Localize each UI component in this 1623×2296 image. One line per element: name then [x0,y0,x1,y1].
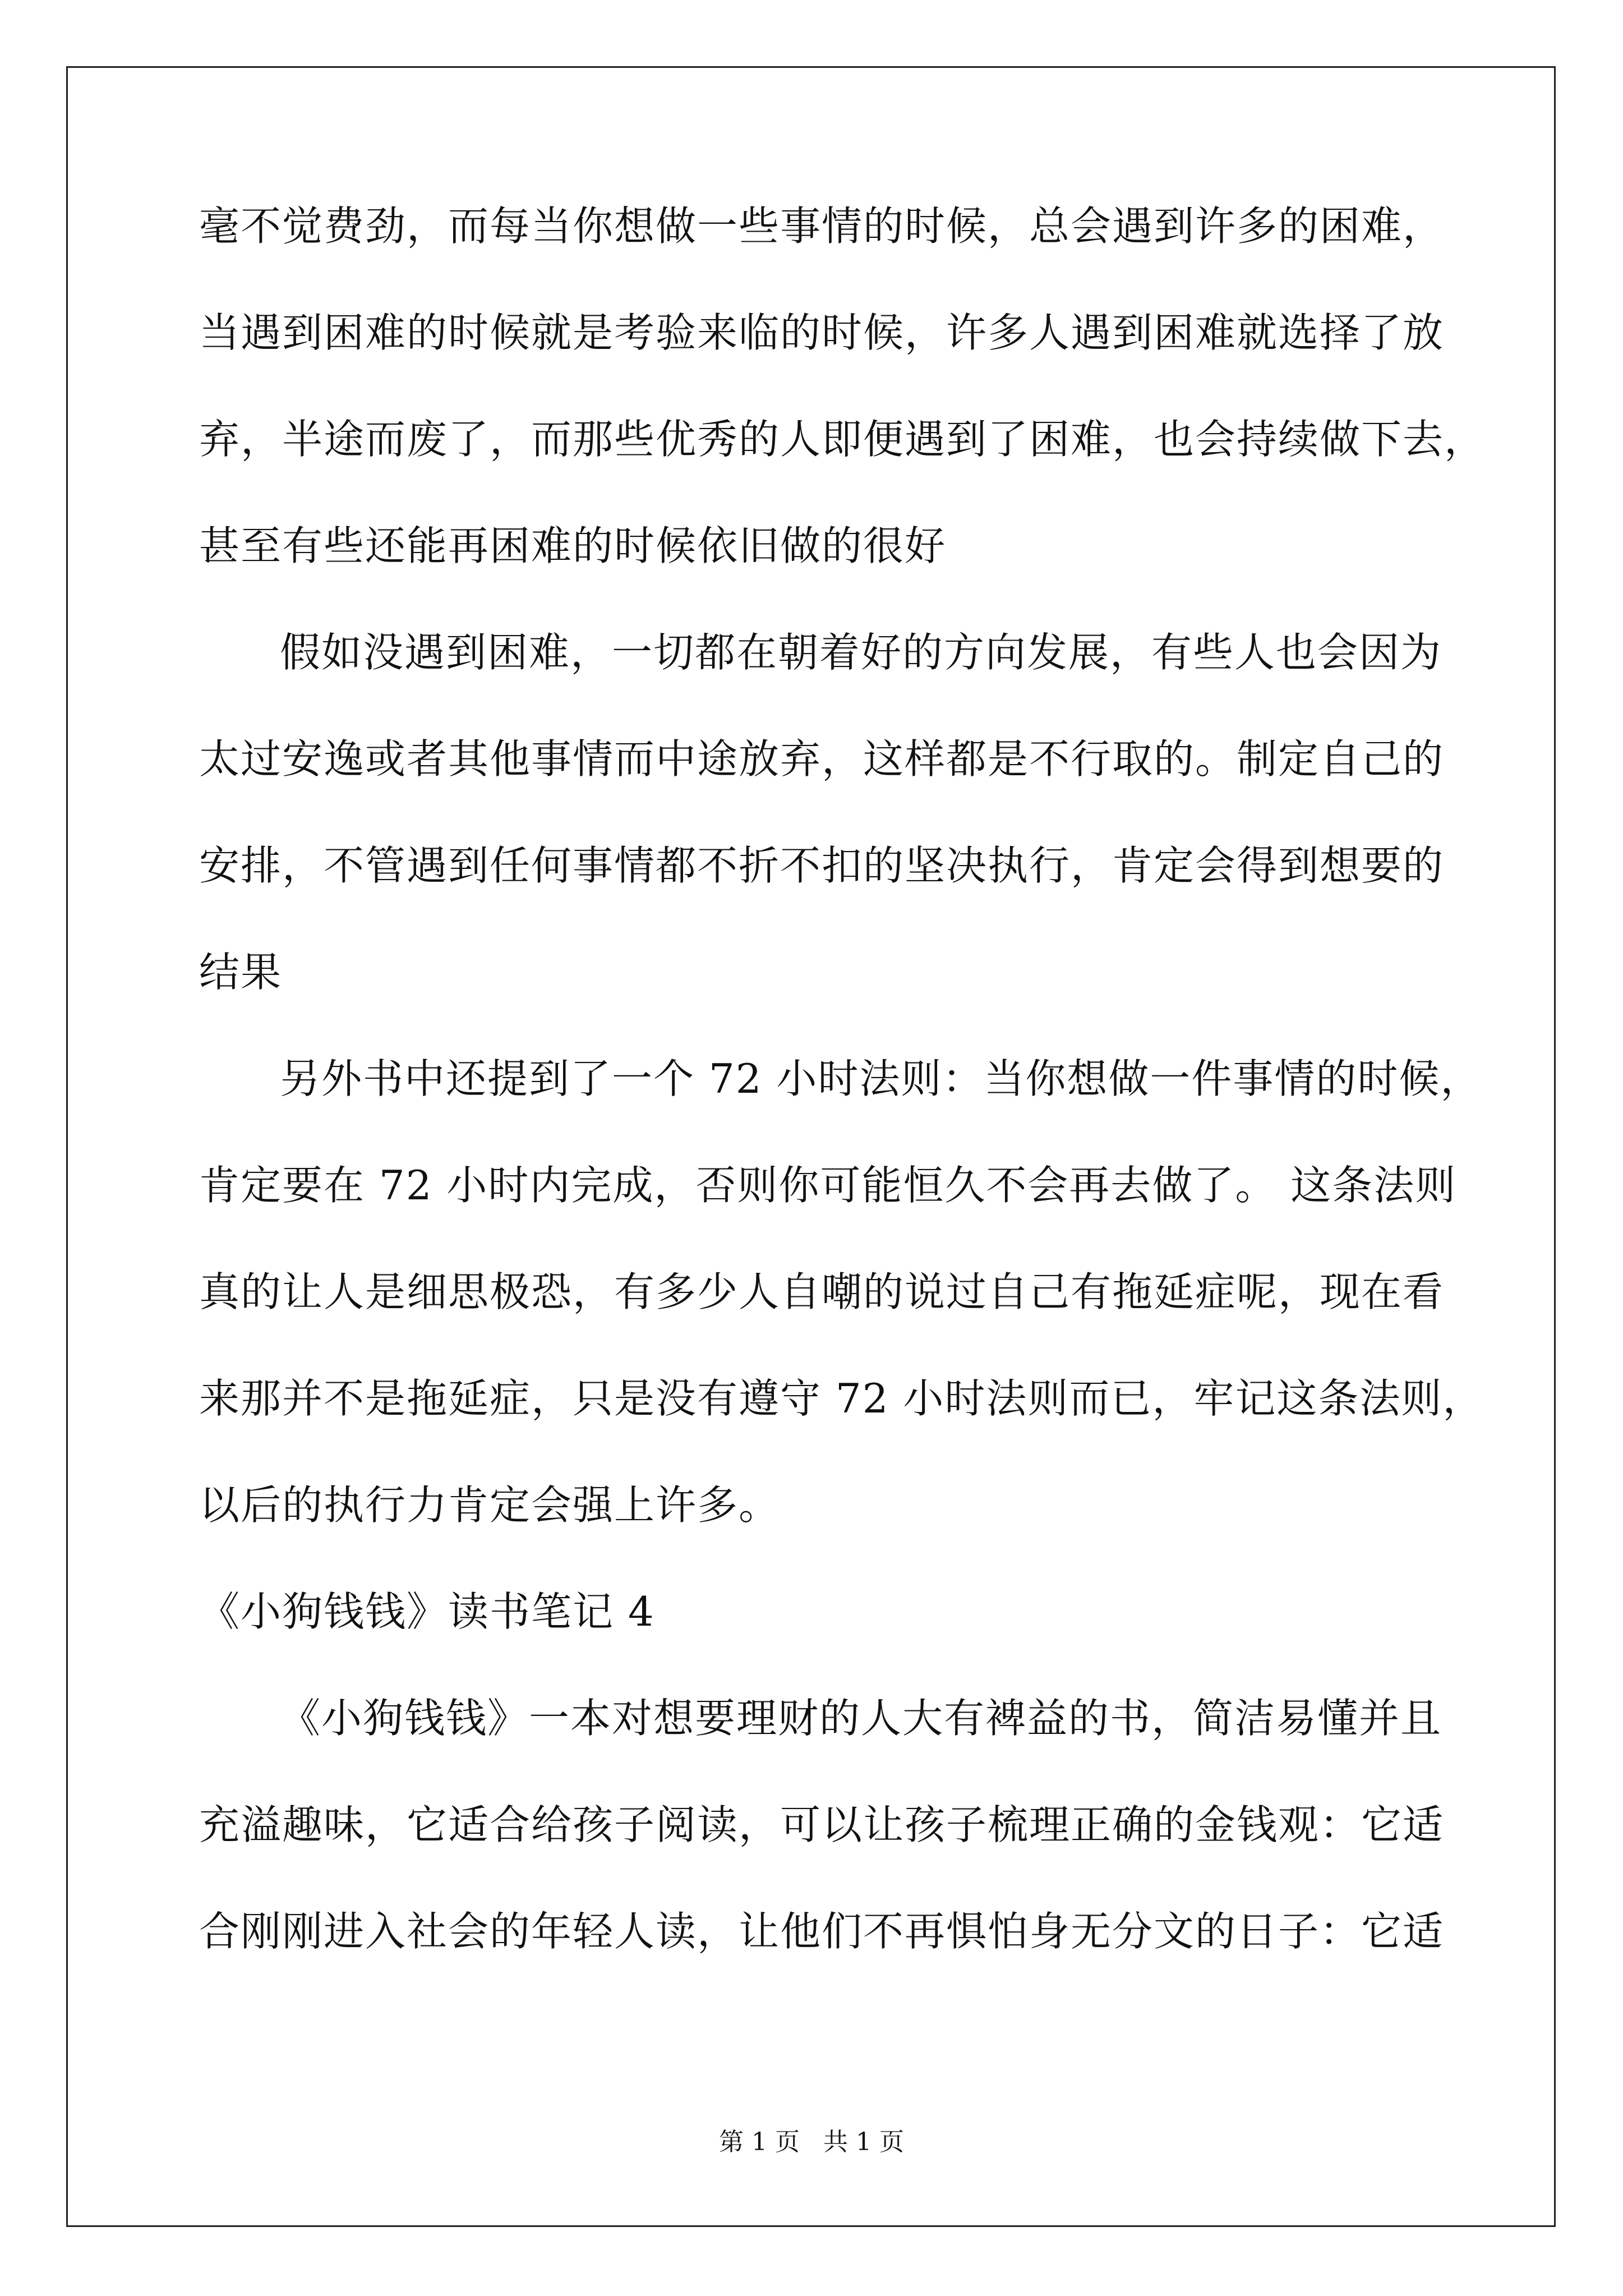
text-line-11: 真的让人是细思极恐，有多少人自嘲的说过自己有拖延症呢，现在看 [199,1268,1445,1315]
text-line-6: 太过安逸或者其他事情而中途放弃，这样都是不行取的。制定自己的 [199,735,1445,783]
text-line-1: 毫不觉费劲，而每当你想做一些事情的时候，总会遇到许多的困难， [199,203,1445,250]
section-heading: 《小狗钱钱》读书笔记 4 [199,1588,655,1635]
text-line-17: 合刚刚进入社会的年轻人读，让他们不再惧怕身无分文的日子：它适 [199,1908,1445,1955]
text-line-15: 《小狗钱钱》一本对想要理财的人大有裨益的书，简洁易懂并且 [280,1695,1442,1742]
text-line-4: 甚至有些还能再困难的时候依旧做的很好 [199,522,947,569]
text-line-13: 以后的执行力肯定会强上许多。 [199,1481,781,1529]
page-number: 第 1 页 共 1 页 [719,2128,904,2156]
text-line-12: 来那并不是拖延症，只是没有遵守 72 小时法则而已，牢记这条法则， [199,1375,1484,1422]
text-line-8: 结果 [199,949,283,996]
text-line-10: 肯定要在 72 小时内完成，否则你可能恒久不会再去做了。 这条法则 [199,1162,1457,1209]
text-line-9: 另外书中还提到了一个 72 小时法则：当你想做一件事情的时候， [280,1055,1482,1102]
text-line-16: 充溢趣味，它适合给孩子阅读，可以让孩子梳理正确的金钱观：它适 [199,1801,1445,1848]
document-body [199,199,1486,2011]
text-line-5: 假如没遇到困难，一切都在朝着好的方向发展，有些人也会因为 [280,629,1442,676]
text-line-2: 当遇到困难的时候就是考验来临的时候，许多人遇到困难就选择了放 [199,309,1445,356]
text-line-7: 安排，不管遇到任何事情都不折不扣的坚决执行，肯定会得到想要的 [199,842,1445,889]
text-line-3: 弃，半途而废了，而那些优秀的人即便遇到了困难，也会持续做下去， [199,416,1486,463]
